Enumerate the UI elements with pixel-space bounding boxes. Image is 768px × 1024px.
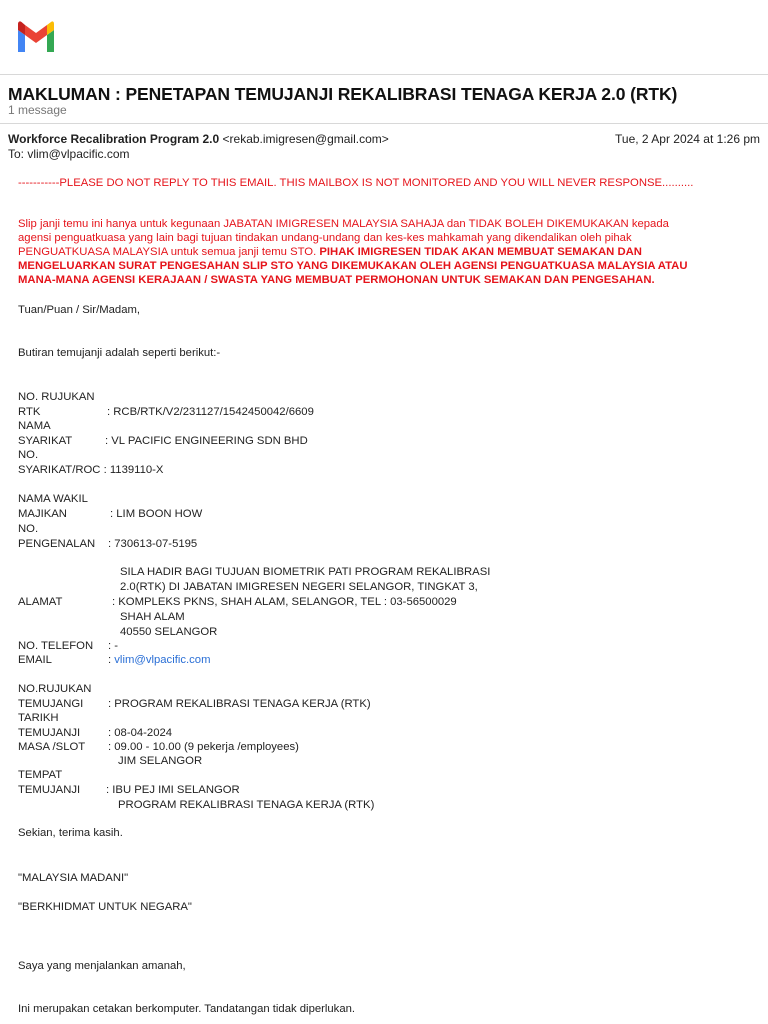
value-reference-number: : RCB/RTK/V2/231127/1542450042/6609	[107, 406, 314, 418]
sender	[8, 132, 389, 146]
value-slot: : 09.00 - 10.00 (9 pekerja /employees)	[108, 741, 299, 753]
thread-divider	[0, 123, 768, 124]
value-slot-location: JIM SELANGOR	[118, 755, 203, 767]
email-value	[108, 653, 211, 667]
closing-text: Sekian, terima kasih.	[18, 827, 123, 839]
label-pengenalan: PENGENALAN	[18, 538, 96, 550]
label-alamat: ALAMAT	[18, 596, 63, 608]
motto-text: "BERKHIDMAT UNTUK NEGARA"	[18, 901, 192, 913]
email-link[interactable]: vlim@vlpacific.com	[114, 654, 211, 666]
value-date: : 08-04-2024	[108, 727, 173, 739]
noreply-warning: -----------PLEASE DO NOT REPLY TO THIS EMAIL. THIS MAILBOX IS NOT MONITORED AND YOU WILL NEVER RESPONSE..........	[18, 177, 694, 189]
notice-line: Slip janji temu ini hanya untuk kegunaan JABATAN IMIGRESEN MALAYSIA SAHAJA dan TIDAK BOLEH DIKEMUKAKAN kepada	[18, 218, 669, 230]
label-no: NO.	[18, 523, 39, 535]
address-line: SHAH ALAM	[120, 611, 185, 623]
computer-note: Ini merupakan cetakan berkomputer. Tandatangan tidak diperlukan.	[18, 1003, 356, 1015]
label-no-rujukan: NO.RUJUKAN	[18, 683, 92, 695]
label-majikan: MAJIKAN	[18, 508, 67, 520]
sender-email: <rekab.imigresen@gmail.com>	[222, 132, 389, 146]
email-date: Tue, 2 Apr 2024 at 1:26 pm	[615, 132, 760, 146]
sender-name: Workforce Recalibration Program 2.0	[8, 132, 220, 146]
address-line: 2.0(RTK) DI JABATAN IMIGRESEN NEGERI SELANGOR, TINGKAT 3,	[120, 581, 478, 593]
company-roc: SYARIKAT/ROC : 1139110-X	[18, 464, 164, 476]
recipient: To: vlim@vlpacific.com	[8, 147, 130, 161]
message-count: 1 message	[8, 103, 67, 117]
signature-text: Saya yang menjalankan amanah,	[18, 960, 186, 972]
label-nama-wakil: NAMA WAKIL	[18, 493, 88, 505]
value-venue-program: PROGRAM REKALIBRASI TENAGA KERJA (RTK)	[118, 799, 375, 811]
motto-text: "MALAYSIA MADANI"	[18, 872, 129, 884]
label-masa: MASA /SLOT	[18, 741, 86, 753]
notice-line	[18, 245, 642, 259]
label-no-rujukan: NO. RUJUKAN	[18, 391, 95, 403]
label-syarikat: SYARIKAT	[18, 435, 73, 447]
label-temujanji: TEMUJANJI	[18, 727, 81, 739]
label-tempat: TEMPAT	[18, 769, 63, 781]
label-temujanji: TEMUJANJI	[18, 784, 81, 796]
value-id-number: : 730613-07-5195	[108, 538, 198, 550]
label-temujangi: TEMUJANGI	[18, 698, 84, 710]
value-telefon: : -	[108, 640, 119, 652]
address-line: 40550 SELANGOR	[120, 626, 218, 638]
label-no: NO.	[18, 449, 39, 461]
notice-line: MANA-MANA AGENSI KERAJAAN / SWASTA YANG MEMBUAT PERMOHONAN UNTUK SEMAKAN DAN PENGESAHAN.	[18, 274, 655, 286]
notice-text: PENGUATKUASA MALAYSIA untuk semua janji temu STO.	[18, 246, 317, 258]
value-representative: : LIM BOON HOW	[110, 508, 203, 520]
gmail-logo-icon	[15, 19, 57, 53]
label-telefon: NO. TELEFON	[18, 640, 94, 652]
address-line: : KOMPLEKS PKNS, SHAH ALAM, SELANGOR, TEL : 03-56500029	[112, 596, 457, 608]
address-line: SILA HADIR BAGI TUJUAN BIOMETRIK PATI PROGRAM REKALIBRASI	[120, 566, 491, 578]
value-venue: : IBU PEJ IMI SELANGOR	[106, 784, 240, 796]
value-appointment-ref: : PROGRAM REKALIBRASI TENAGA KERJA (RTK)	[108, 698, 371, 710]
label-nama: NAMA	[18, 420, 51, 432]
notice-line: MENGELUARKAN SURAT PENGESAHAN SLIP STO YANG DIKEMUKAKAN OLEH AGENSI PENGUATKUASA MALAYSIA ATAU	[18, 260, 688, 272]
label-tarikh: TARIKH	[18, 712, 59, 724]
email-colon: :	[108, 654, 115, 666]
notice-text-bold: PIHAK IMIGRESEN TIDAK AKAN MEMBUAT SEMAKAN DAN	[316, 246, 642, 258]
greeting: Tuan/Puan / Sir/Madam,	[18, 304, 141, 316]
header-divider	[0, 74, 768, 75]
value-company-name: : VL PACIFIC ENGINEERING SDN BHD	[105, 435, 308, 447]
intro-text: Butiran temujanji adalah seperti berikut:-	[18, 347, 221, 359]
label-email: EMAIL	[18, 654, 52, 666]
label-rtk: RTK	[18, 406, 41, 418]
email-subject: MAKLUMAN : PENETAPAN TEMUJANJI REKALIBRASI TENAGA KERJA 2.0 (RTK)	[8, 84, 678, 104]
notice-line: agensi penguatkuasa yang lain bagi tujuan tindakan undang-undang dan kes-kes mahkamah yang dikendalikan oleh pihak	[18, 232, 632, 244]
